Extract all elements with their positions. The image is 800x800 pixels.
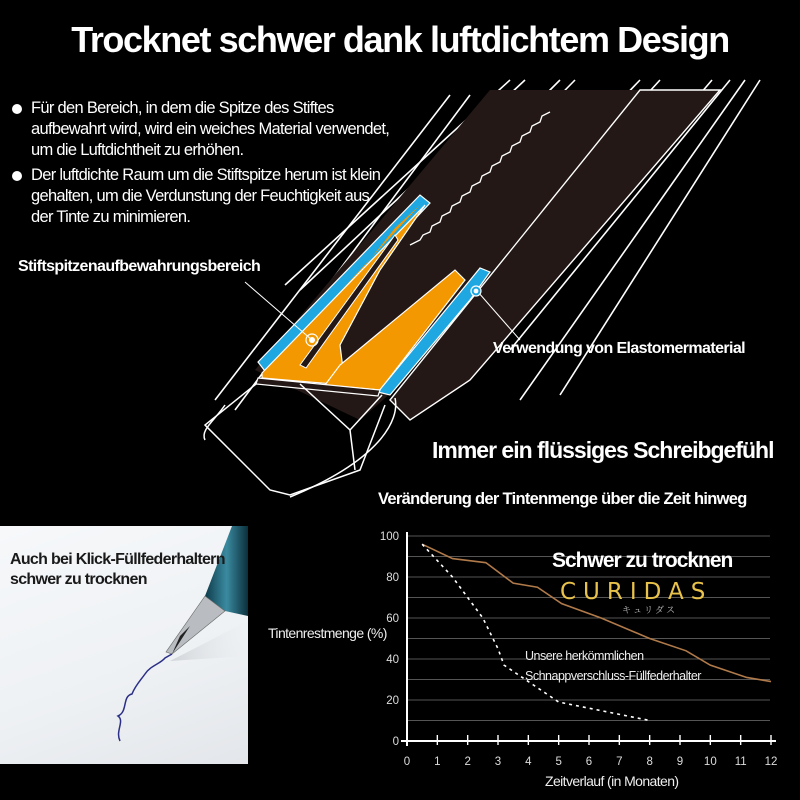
y-tick-label: 80 bbox=[386, 572, 399, 584]
y-tick-label: 20 bbox=[386, 695, 399, 707]
feature-bullet-text: Der luftdichte Raum um die Stiftspitze herum ist klein gehalten, um die Verdunstung der Feuchtigkeit aus der Tinte zu minimieren. bbox=[31, 166, 381, 226]
curidas-logo-kana: キュリダス bbox=[622, 605, 678, 615]
legend-note-line1: Unsere herkömmlichen bbox=[525, 649, 644, 663]
x-tick-label: 0 bbox=[403, 756, 411, 768]
y-axis-label: Tintenrestmenge (%) bbox=[268, 625, 387, 641]
x-axis-label: Zeitverlauf (in Monaten) bbox=[545, 773, 679, 789]
x-tick-label: 12 bbox=[764, 756, 778, 768]
y-tick-label: 100 bbox=[379, 531, 399, 543]
chart-title: Veränderung der Tintenmenge über die Zeit hinweg bbox=[378, 490, 747, 508]
feature-bullet-text: Für den Bereich, in dem die Spitze des Stiftes aufbewahrt wird, wird ein weiches Material verwendet, um die Luftdichtheit zu erhöhen. bbox=[31, 99, 390, 159]
chart-callout-heading: Schwer zu trocknen bbox=[552, 549, 733, 572]
x-tick-label: 6 bbox=[585, 756, 593, 768]
x-tick-label: 7 bbox=[616, 756, 623, 768]
legend-note-line2: Schnappverschluss-Füllfederhalter bbox=[525, 669, 701, 683]
photo-caption-line1: Auch bei Klick-Füllfederhaltern bbox=[10, 551, 225, 568]
elastomer-label: Verwendung von Elastomermaterial bbox=[493, 340, 745, 357]
x-tick-label: 1 bbox=[434, 756, 441, 768]
x-tick-label: 8 bbox=[646, 756, 653, 768]
x-axis-ticks bbox=[404, 735, 778, 768]
y-tick-label: 40 bbox=[386, 654, 399, 666]
y-tick-label: 60 bbox=[386, 613, 399, 625]
conventional-pen-legend-note bbox=[525, 646, 701, 686]
y-tick-label: 0 bbox=[392, 736, 399, 748]
section-heading: Immer ein flüssiges Schreibgefühl bbox=[432, 437, 774, 463]
x-tick-label: 2 bbox=[464, 756, 471, 768]
page-title: Trocknet schwer dank luftdichtem Design bbox=[71, 19, 729, 60]
curidas-logo: CURIDAS bbox=[560, 579, 713, 605]
x-tick-label: 5 bbox=[555, 756, 562, 768]
x-tick-label: 4 bbox=[525, 756, 532, 768]
x-tick-label: 3 bbox=[494, 756, 502, 768]
photo-caption-line2: schwer zu trocknen bbox=[10, 571, 147, 588]
x-tick-label: 9 bbox=[676, 756, 684, 768]
x-tick-label: 10 bbox=[703, 756, 717, 768]
storage-area-label: Stiftspitzenaufbewahrungsbereich bbox=[18, 258, 261, 275]
x-tick-label: 11 bbox=[734, 756, 747, 768]
